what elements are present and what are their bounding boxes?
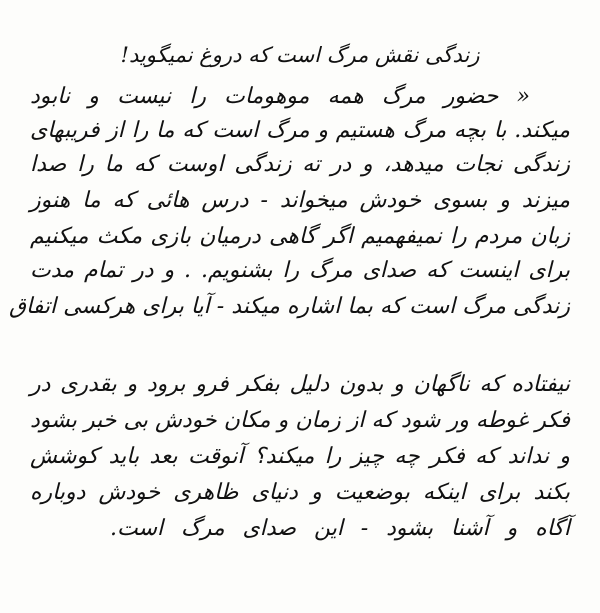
text-line: میکند. با بچه مرگ هستیم و مرگ است که ما را از فریبهای [30, 118, 570, 143]
text-line: زندگی مرگ است که بما اشاره میکند - آیا برای هرکسی اتفاق [8, 294, 570, 319]
text-line: فکر غوطه ور شود که از زمان و مکان خودش بی خبر بشود [30, 408, 570, 433]
text-line: بکند برای اینکه بوضعیت و دنیای ظاهری خودش دوباره [30, 480, 570, 505]
handwritten-manuscript [8, 40, 570, 593]
text-line: زندگی نجات میدهد، و در ته زندگی اوست که ما را صدا [30, 152, 570, 177]
text-line: برای اینست که صدای مرگ را بشنویم. . و در تمام مدت [30, 258, 570, 283]
text-line: میزند و بسوی خودش میخواند - درس هائی که ما هنوز [30, 188, 570, 213]
text-line: زبان مردم را نمیفهمیم اگر گاهی درمیان بازی مکث میکنیم [30, 224, 570, 249]
text-line: آگاه و آشنا بشود - این صدای مرگ است. [110, 516, 570, 541]
text-line: « حضور مرگ همه موهومات را نیست و نابود [30, 84, 530, 109]
text-line: نیفتاده که ناگهان و بدون دلیل بفکر فرو برود و بقدری در [30, 372, 570, 397]
manuscript-title: زندگی نقش مرگ است که دروغ نمیگوید! [120, 43, 480, 67]
text-line: و نداند که فکر چه چیز را میکند؟ آنوقت بعد باید کوشش [30, 444, 570, 469]
